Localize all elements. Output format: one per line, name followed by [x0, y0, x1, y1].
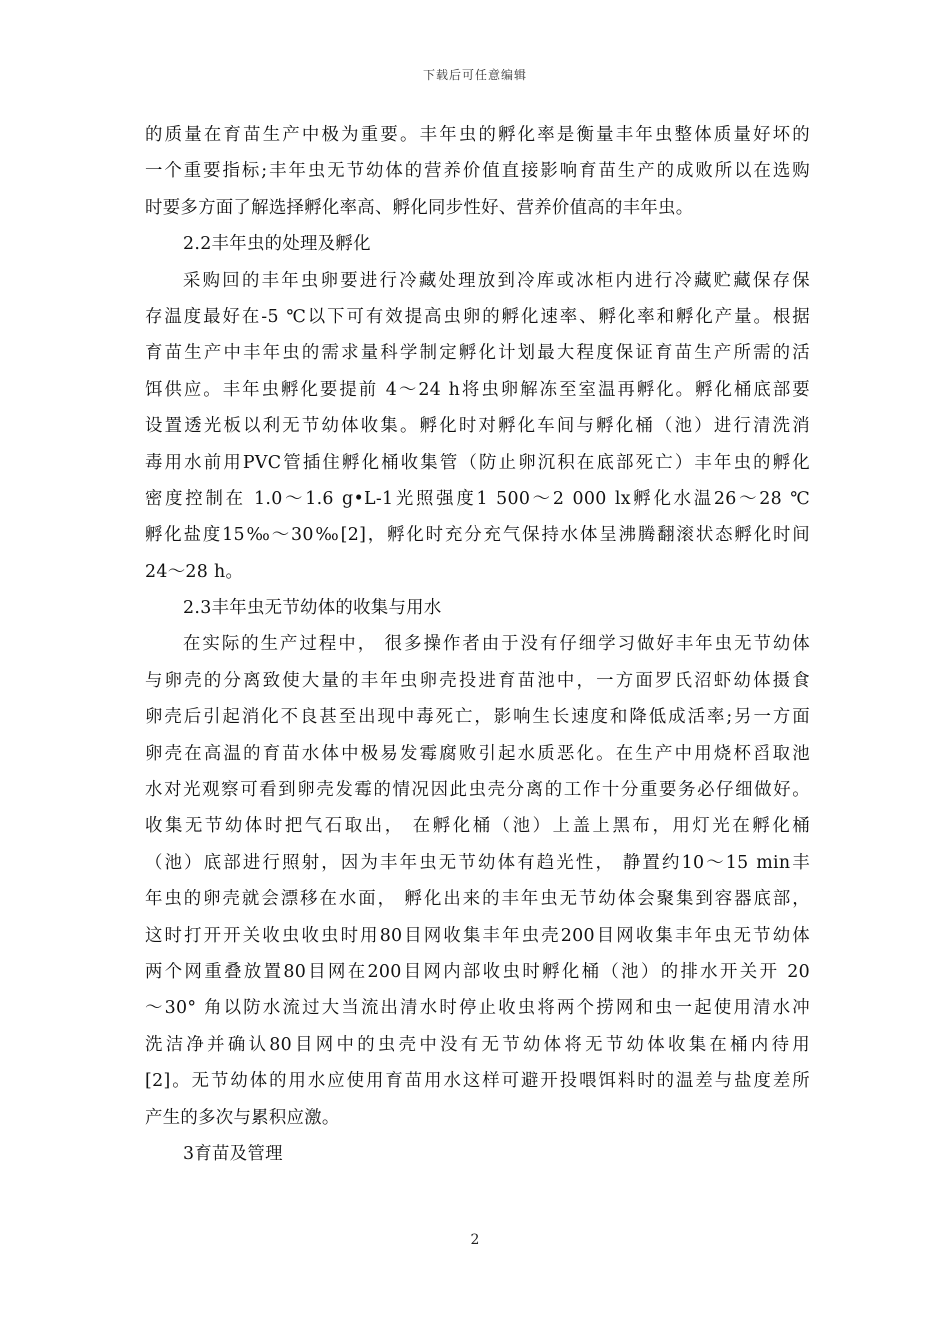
paragraph-line: 在实际的生产过程中， 很多操作者由于没有仔细学习做好丰年虫无节幼体 [183, 634, 810, 655]
paragraph-line: [2]。无节幼体的用水应使用育苗用水这样可避开投喂饵料时的温差与盐度差所 [145, 1071, 810, 1092]
paragraph-line: 卵壳在高温的育苗水体中极易发霉腐败引起水质恶化。在生产中用烧杯舀取池 [145, 743, 810, 764]
paragraph-line: 洗洁净并确认80目网中的虫壳中没有无节幼体将无节幼体收集在桶内待用 [145, 1034, 810, 1055]
paragraph-line: 密度控制在 1.0～1.6 g•L-1光照强度1 500～2 000 lx孵化水温26～28 ℃ [145, 488, 810, 509]
section-heading: 3育苗及管理 [183, 1143, 283, 1164]
paragraph-line: ～30° 角以防水流过大当流出清水时停止收虫将两个捞网和虫一起使用清水冲 [145, 998, 810, 1019]
document-body [145, 117, 810, 1172]
paragraph-line: 水对光观察可看到卵壳发霉的情况因此虫壳分离的工作十分重要务必仔细做好。 [145, 780, 810, 801]
paragraph-line: 收集无节幼体时把气石取出， 在孵化桶（池）上盖上黑布，用灯光在孵化桶 [145, 816, 810, 837]
paragraph-line: 卵壳后引起消化不良甚至出现中毒死亡，影响生长速度和降低成活率;另一方面 [145, 707, 810, 728]
paragraph-line: 一个重要指标;丰年虫无节幼体的营养价值直接影响育苗生产的成败所以在选购 [145, 161, 810, 182]
paragraph-line: 时要多方面了解选择孵化率高、孵化同步性好、营养价值高的丰年虫。 [145, 197, 694, 218]
paragraph-line: 两个网重叠放置80目网在200目网内部收虫时孵化桶（池）的排水开关开 20 [145, 961, 810, 982]
paragraph-line: 饵供应。丰年虫孵化要提前 4～24 h将虫卵解冻至室温再孵化。孵化桶底部要 [145, 379, 810, 400]
page-number: 2 [470, 1232, 480, 1248]
paragraph-line: 24～28 h。 [145, 561, 244, 582]
section-heading: 2.3丰年虫无节幼体的收集与用水 [183, 598, 442, 619]
paragraph-line: 这时打开开关收虫收虫时用80目网收集丰年虫壳200目网收集丰年虫无节幼体 [145, 925, 810, 946]
paragraph-line: 设置透光板以利无节幼体收集。孵化时对孵化车间与孵化桶（池）进行清洗消 [145, 416, 810, 437]
section-heading: 2.2丰年虫的处理及孵化 [183, 234, 371, 255]
paragraph-line: 的质量在育苗生产中极为重要。丰年虫的孵化率是衡量丰年虫整体质量好坏的 [145, 125, 810, 145]
paragraph-line: 存温度最好在-5 ℃以下可有效提高虫卵的孵化速率、孵化率和孵化产量。根据 [145, 306, 810, 327]
paragraph-line: 毒用水前用PVC管插住孵化桶收集管（防止卵沉积在底部死亡）丰年虫的孵化 [145, 452, 810, 473]
paragraph-line: （池）底部进行照射，因为丰年虫无节幼体有趋光性， 静置约10～15 min丰 [145, 852, 810, 873]
page-header: 下载后可任意编辑 [422, 68, 527, 82]
paragraph-line: 年虫的卵壳就会漂移在水面， 孵化出来的丰年虫无节幼体会聚集到容器底部， [145, 889, 810, 910]
paragraph-line: 育苗生产中丰年虫的需求量科学制定孵化计划最大程度保证育苗生产所需的活 [145, 343, 810, 364]
paragraph-line: 采购回的丰年虫卵要进行冷藏处理放到冷库或冰柜内进行冷藏贮藏保存保 [183, 270, 810, 291]
paragraph-line: 孵化盐度15‰～30‰[2]，孵化时充分充气保持水体呈沸腾翻滚状态孵化时间 [145, 525, 810, 546]
paragraph-line: 与卵壳的分离致使大量的丰年虫卵壳投进育苗池中，一方面罗氏沼虾幼体摄食 [145, 670, 810, 691]
paragraph-line: 产生的多次与累积应激。 [145, 1107, 340, 1128]
